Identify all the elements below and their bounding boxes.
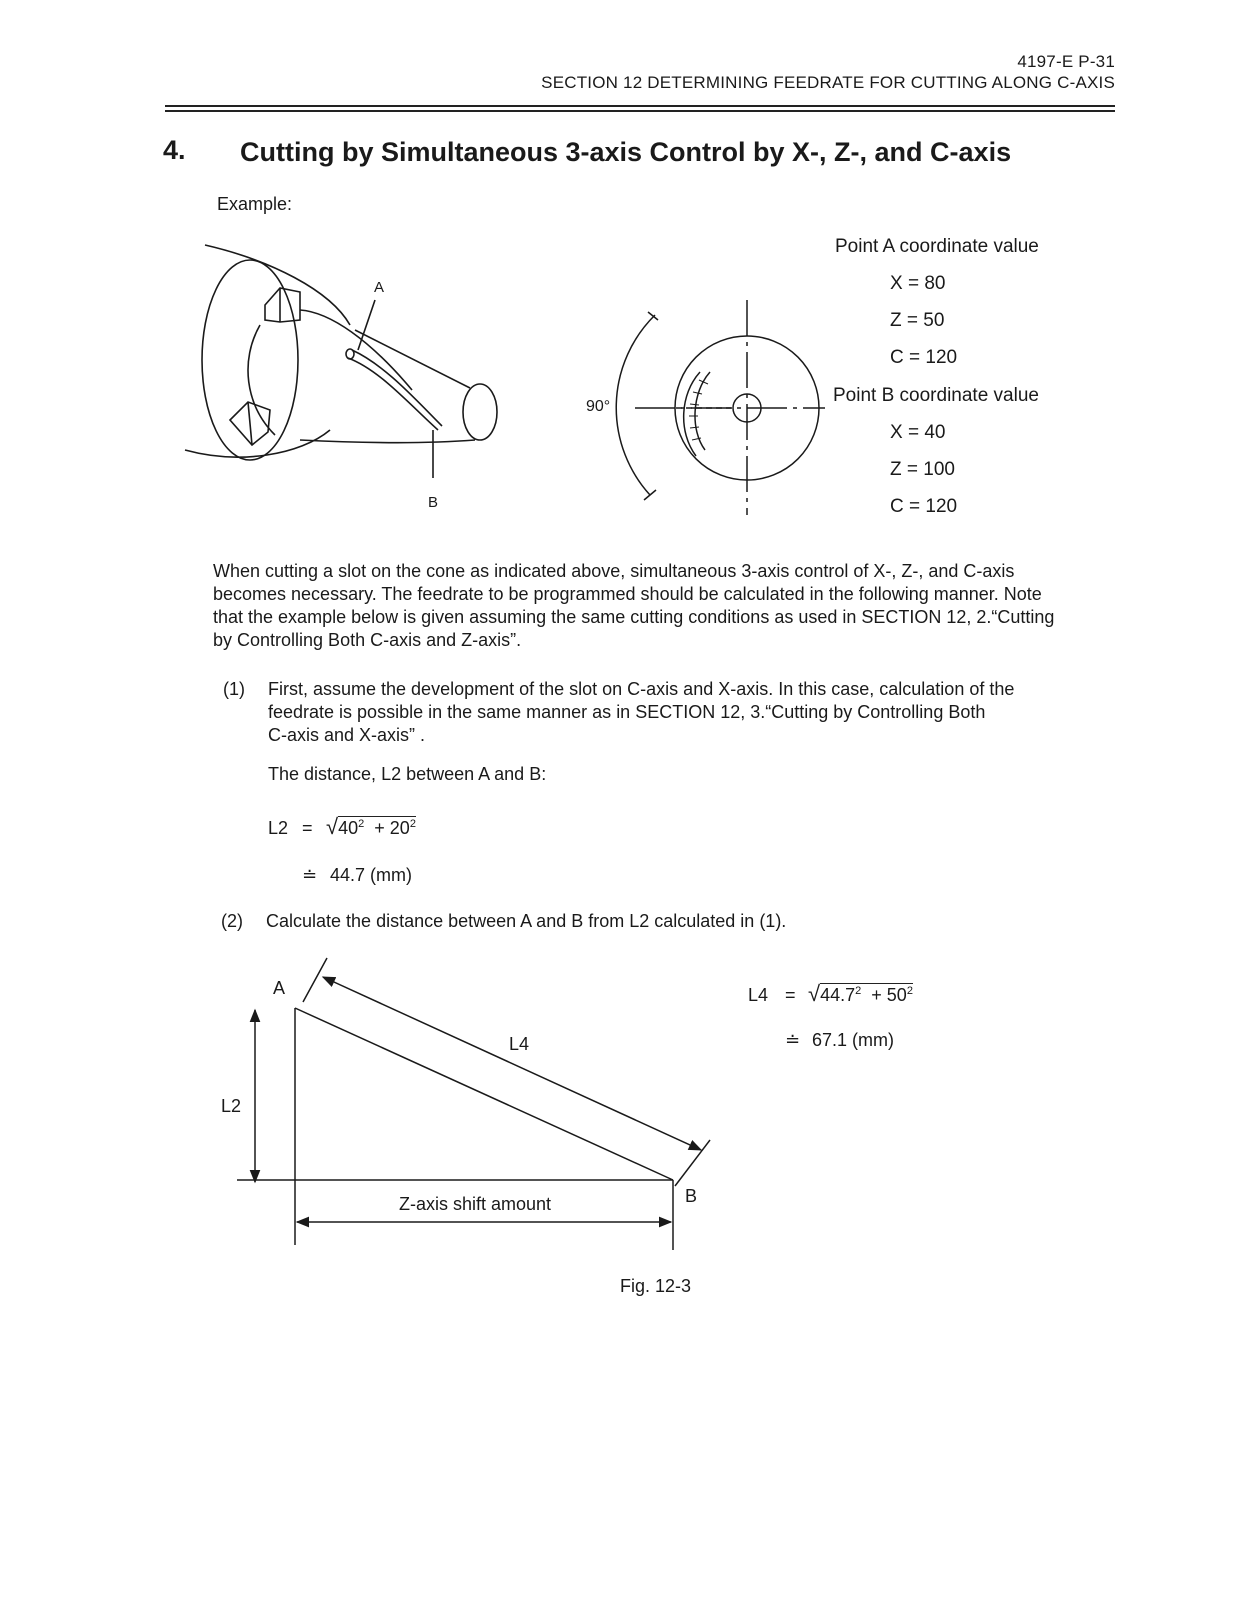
eq-l4-lhs: L4 [748, 985, 769, 1005]
eq-l2-lhs: L2 [268, 818, 289, 838]
page-id: 4197-E P-31 [1017, 52, 1115, 71]
eq-l4-exp-a: 2 [855, 985, 862, 997]
eq-l4-exp-b: 2 [906, 985, 913, 997]
eq-l4-equals: = [785, 985, 796, 1005]
point-b-c: C = 120 [890, 496, 958, 517]
figure-caption: Fig. 12-3 [620, 1276, 692, 1296]
step2-text: Calculate the distance between A and B from L2 calculated in (1). [266, 911, 787, 931]
eq-l4-sqrt: $√44.7^2 + 50^2$ [808, 981, 913, 1006]
heading-title: Cutting by Simultaneous 3-axis Control by X-, Z-, and C-axis [240, 137, 1012, 167]
intro-line: When cutting a slot on the cone as indicated above, simultaneous 3-axis control of X-, Z-, and C-axis [213, 561, 1015, 581]
step2-number: (2) [221, 911, 243, 931]
eq-l4-approx: ≐ [785, 1030, 801, 1050]
eq-l2-equals: = [302, 818, 313, 838]
step1-line: feedrate is possible in the same manner as in SECTION 12, 3.“Cutting by Controlling Both [268, 702, 986, 722]
header-rule-top [165, 105, 1115, 107]
intro-paragraph [213, 560, 1113, 652]
point-b-z: Z = 100 [890, 459, 955, 480]
step1-line: C-axis and X-axis” . [268, 725, 426, 745]
angle-label: 90° [586, 398, 611, 415]
cone-label-b: B [428, 494, 439, 511]
eq-l2-sqrt: $√40^2 + 20^2$ [326, 814, 416, 839]
eq-l2-result: 44.7 (mm) [330, 865, 413, 885]
intro-line: by Controlling Both C-axis and Z-axis”. [213, 630, 522, 650]
eq-l2-plus: + [374, 818, 385, 838]
eq-l2-a: 40 [338, 818, 359, 838]
eq-l2-exp-a: 2 [358, 818, 365, 830]
eq-l4-plus: + [871, 985, 882, 1005]
triangle-label-l2: L2 [221, 1096, 242, 1116]
point-b-title: Point B coordinate value [833, 385, 1039, 406]
triangle-label-a: A [273, 978, 286, 998]
intro-line: becomes necessary. The feedrate to be programmed should be calculated in the following manner. Note [213, 584, 1042, 604]
heading-number: 4. [163, 135, 186, 165]
eq-l4-b: 50 [886, 985, 907, 1005]
point-a-x: X = 80 [890, 273, 946, 294]
cone-workpiece-figure [180, 230, 520, 520]
eq-l4-result: 67.1 (mm) [812, 1030, 895, 1050]
triangle-label-l4: L4 [509, 1034, 530, 1054]
example-label: Example: [217, 194, 293, 214]
header-rule-bottom [165, 110, 1115, 112]
triangle-figure [215, 950, 735, 1260]
step1-line: First, assume the development of the slot on C-axis and X-axis. In this case, calculation of the [268, 679, 1015, 699]
point-a-title: Point A coordinate value [835, 236, 1039, 257]
step1-text [268, 678, 1108, 747]
eq-l4-a: 44.7 [820, 985, 856, 1005]
triangle-label-z: Z-axis shift amount [399, 1194, 552, 1214]
eq-l2-b: 20 [389, 818, 410, 838]
distance-line: The distance, L2 between A and B: [268, 764, 547, 784]
intro-line: that the example below is given assuming the same cutting conditions as used in SECTION 12, 2.“Cutting [213, 607, 1055, 627]
section-header: SECTION 12 DETERMINING FEEDRATE FOR CUTTING ALONG C-AXIS [541, 73, 1115, 92]
point-a-z: Z = 50 [890, 310, 945, 331]
end-view-figure [580, 290, 830, 520]
point-b-x: X = 40 [890, 422, 946, 443]
eq-l2-exp-b: 2 [409, 818, 416, 830]
cone-label-a: A [374, 279, 385, 296]
point-a-c: C = 120 [890, 347, 958, 368]
eq-l2-approx: ≐ [302, 865, 318, 885]
triangle-label-b: B [685, 1186, 698, 1206]
step1-number: (1) [223, 679, 245, 699]
